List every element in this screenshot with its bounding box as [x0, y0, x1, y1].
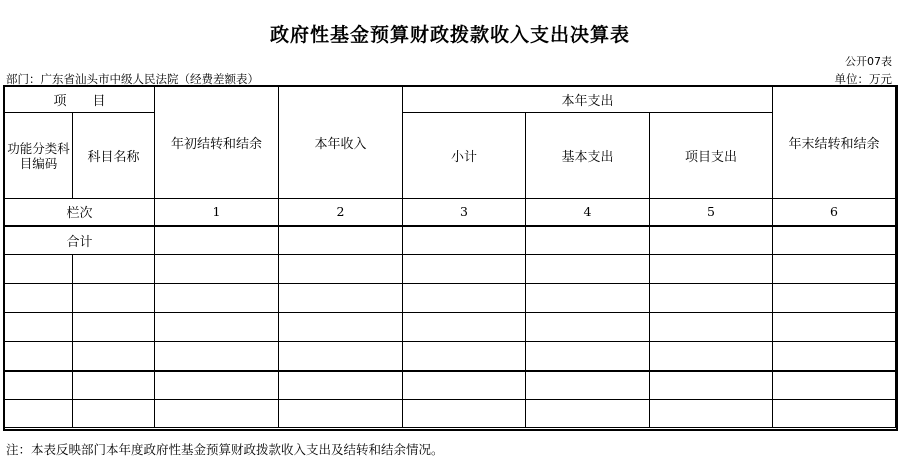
unit-label: 单位：万元 — [834, 72, 892, 86]
col-end-balance: 年末结转和结余 — [773, 87, 896, 199]
index-3: 3 — [403, 199, 526, 226]
col-income: 本年收入 — [279, 87, 403, 199]
col-basic: 基本支出 — [526, 113, 650, 199]
total-cell — [526, 226, 650, 255]
table-row — [5, 284, 896, 313]
footnote: 注：本表反映部门本年度政府性基金预算财政拨款收入支出及结转和结余情况。 — [6, 442, 444, 457]
col-func-code: 功能分类科目编码 — [5, 113, 73, 199]
col-subject-name: 科目名称 — [73, 113, 155, 199]
total-cell — [650, 226, 773, 255]
col-subtotal: 小计 — [403, 113, 526, 199]
total-cell — [773, 226, 896, 255]
row-index-label: 栏次 — [5, 199, 155, 226]
table-row — [5, 255, 896, 284]
index-5: 5 — [650, 199, 773, 226]
table-row — [5, 313, 896, 342]
index-1: 1 — [155, 199, 279, 226]
table-row — [5, 400, 896, 428]
group-expense: 本年支出 — [403, 87, 773, 113]
report-title: 政府性基金预算财政拨款收入支出决算表 — [269, 24, 630, 46]
total-label: 合计 — [5, 226, 155, 255]
total-cell — [279, 226, 403, 255]
budget-table — [4, 86, 896, 428]
total-cell — [155, 226, 279, 255]
department-label: 部门：广东省汕头市中级人民法院（经费差额表） — [6, 72, 259, 86]
index-6: 6 — [773, 199, 896, 226]
total-cell — [403, 226, 526, 255]
index-4: 4 — [526, 199, 650, 226]
table-row — [5, 371, 896, 400]
header-item: 项 目 — [5, 87, 155, 113]
table-row — [5, 342, 896, 371]
form-code: 公开07表 — [845, 55, 892, 68]
col-project: 项目支出 — [650, 113, 773, 199]
index-2: 2 — [279, 199, 403, 226]
col-begin-balance: 年初结转和结余 — [155, 87, 279, 199]
